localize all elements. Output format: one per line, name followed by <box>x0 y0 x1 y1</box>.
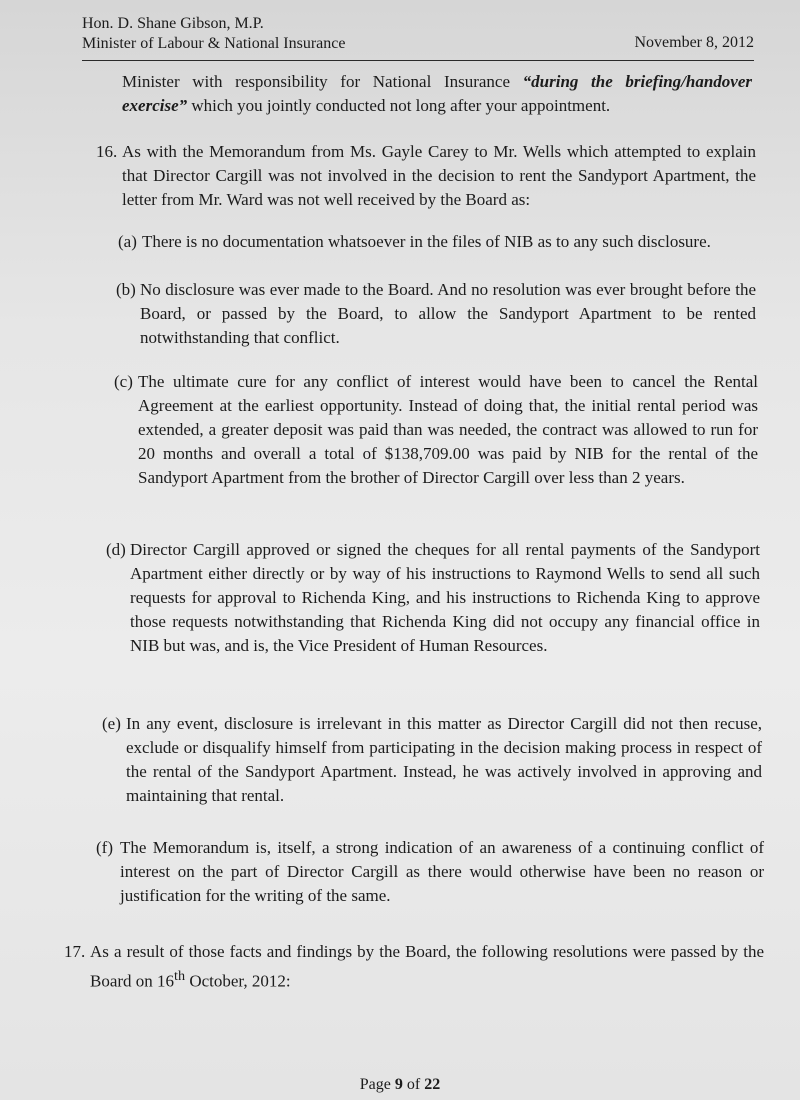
list-item-c <box>114 370 758 490</box>
page-total: 22 <box>424 1076 441 1093</box>
page-header <box>82 14 754 62</box>
paragraph-text: As with the Memorandum from Ms. Gayle Carey to Mr. Wells which attempted to explain that Director Cargill was not involved in the decision to rent the Sandyport Apartment, the letter from Mr. Ward was not well received by the Board as: <box>122 142 756 209</box>
date-superscript: th <box>174 968 186 984</box>
list-item-label: (a) <box>118 232 137 251</box>
list-item-text: In any event, disclosure is irrelevant in this matter as Director Cargill did not then recuse, exclude or disqualify himself from participating in the decision making process in respect of the rental of the Sandyport Apartment. Instead, he was actively involved in approving and maintaining that rental. <box>126 714 762 805</box>
sender-name: Hon. D. Shane Gibson, M.P. <box>82 15 264 32</box>
paragraph-text-main: As a result of those facts and findings by the Board, the following resolutions were passed by the Board on 16 <box>90 942 764 991</box>
header-sender <box>82 14 345 54</box>
list-item-label: (b) <box>116 280 136 299</box>
paragraph-number: 17. <box>64 942 86 961</box>
list-item-a <box>118 230 752 254</box>
sender-office: Minister of Labour & National Insurance <box>82 35 346 52</box>
list-item-label: (f) <box>96 838 113 857</box>
list-item-f <box>96 836 764 908</box>
header-divider <box>82 60 754 61</box>
list-item-b <box>116 278 756 350</box>
list-item-e <box>102 712 762 808</box>
list-item-text: The ultimate cure for any conflict of interest would have been to cancel the Rental Agreement at the earliest opportunity. Instead of doing that, the initial rental period was extended, a greater deposit was paid than was needed, the contract was allowed to run for 20 months and overall a total of $138,709.00 was paid by NIB for the rental of the Sandyport Apartment from the brother of Director Cargill over less than 2 years. <box>138 372 758 487</box>
list-item-text: Director Cargill approved or signed the cheques for all rental payments of the Sandyport Apartment either directly or by way of his instructions to Raymond Wells to send all such requests for approval to Richenda King, and his instructions to Richenda King to approve those requests notwithstanding that Richenda King did not occupy any financial office in NIB but was, and is, the Vice President of Human Resources. <box>130 540 760 655</box>
continuation-quote: “during the briefing/handover exercise” <box>122 72 752 115</box>
paragraph-17 <box>64 940 764 994</box>
paragraph-text <box>90 940 764 994</box>
continuation-paragraph <box>122 70 752 118</box>
paragraph-number: 16. <box>96 142 118 161</box>
paragraph-16 <box>96 140 756 212</box>
list-item-text: There is no documentation whatsoever in the files of NIB as to any such disclosure. <box>142 232 711 251</box>
list-item-label: (d) <box>106 540 126 559</box>
list-item-text: No disclosure was ever made to the Board. And no resolution was ever brought before the Board, or passed by the Board, to allow the Sandyport Apartment to be rented notwithstanding that conflict. <box>140 280 756 347</box>
header-date: November 8, 2012 <box>634 34 754 51</box>
list-item-label: (e) <box>102 714 121 733</box>
list-item-d <box>106 538 760 658</box>
list-item-label: (c) <box>114 372 133 391</box>
page-word: Page <box>359 1076 395 1093</box>
of-word: of <box>402 1076 425 1093</box>
page-footer <box>0 1076 800 1094</box>
page-number: 9 <box>394 1076 403 1093</box>
list-item-text: The Memorandum is, itself, a strong indication of an awareness of a continuing conflict of interest on the part of Director Cargill as there would otherwise have been no reason or justification for the writing of the same. <box>120 838 764 905</box>
continuation-text-2: which you jointly conducted not long after your appointment. <box>187 96 611 115</box>
continuation-text-1: Minister with responsibility for National Insurance <box>122 72 523 91</box>
paragraph-text-end: October, 2012: <box>185 971 291 991</box>
